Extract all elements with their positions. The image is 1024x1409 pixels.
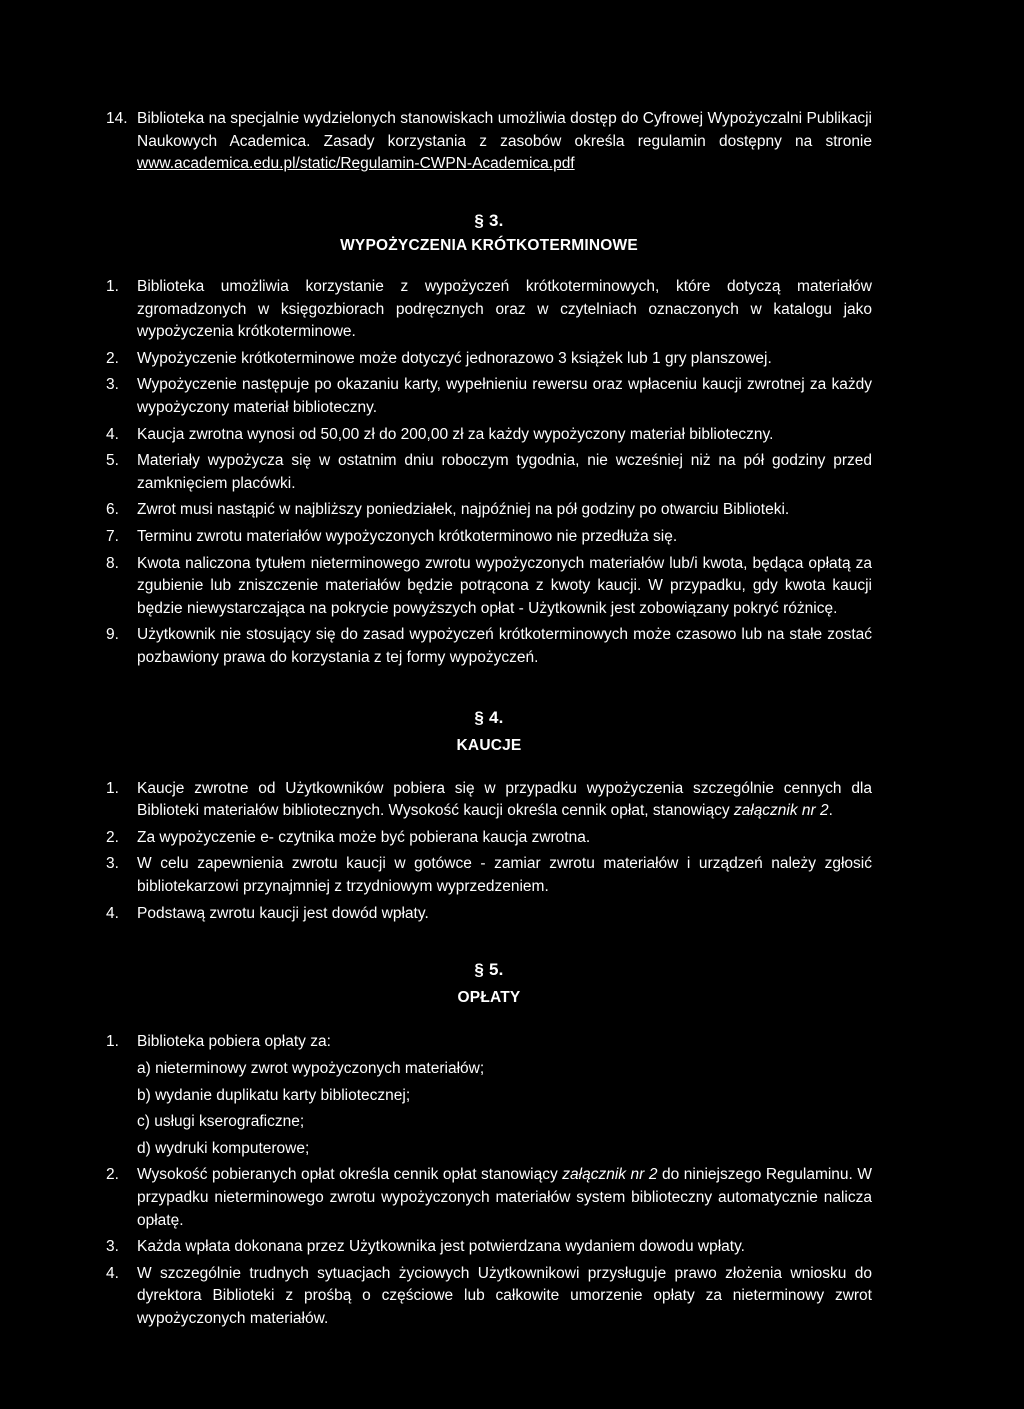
list-item <box>106 1263 872 1331</box>
item-number: 2. <box>106 349 119 367</box>
item-text: Podstawą zwrotu kaucji jest dowód wpłaty. <box>137 904 429 922</box>
section-title: OPŁATY <box>457 988 521 1006</box>
section-3-list <box>106 276 872 670</box>
item-text-body: Wysokość pobieranych opłat określa cennik opłat stanowiący <box>137 1166 563 1184</box>
attachment-reference: załącznik nr 2 <box>562 1166 658 1184</box>
section-4-list <box>106 778 872 926</box>
item-text-body: Biblioteka pobiera opłaty za: <box>137 1033 331 1051</box>
item-number: 5. <box>106 452 119 470</box>
list-item <box>106 499 872 522</box>
item-number: 2. <box>106 1166 119 1184</box>
list-item <box>106 778 872 823</box>
item-number: 3. <box>106 855 119 873</box>
section-title: KAUCJE <box>456 737 522 755</box>
attachment-reference: załącznik nr 2 <box>733 802 829 820</box>
section-mark: § 5. <box>474 960 504 980</box>
list-item <box>106 424 872 447</box>
item-text: Biblioteka umożliwia korzystanie z wypożyczeń krótkoterminowych, które dotyczą materiałów zgromadzonych w księgozbiorach podręcznych oraz w czytelniach oznaczonych w katalogu jako wypożyczenia krótkoterminowe. <box>137 277 872 341</box>
list-item <box>106 853 872 898</box>
item-number: 2. <box>106 828 119 846</box>
item-text: Wypożyczenie następuje po okazaniu karty, wypełnieniu rewersu oraz wpłaceniu kaucji zwrotnej za każdy wypożyczony materiał biblioteczny. <box>137 376 872 416</box>
list-item <box>106 276 872 344</box>
item-text: W celu zapewnienia zwrotu kaucji w gotówce - zamiar zwrotu materiałów i urządzeń należy zgłosić bibliotekarzowi przynajmniej z trzydniowym wyprzedzeniem. <box>137 855 872 896</box>
item-text <box>137 108 872 176</box>
list-item <box>106 526 872 549</box>
item-number: 14. <box>106 110 128 127</box>
list-item <box>106 374 872 419</box>
item-text <box>137 778 872 823</box>
item-text: Użytkownik nie stosujący się do zasad wypożyczeń krótkoterminowych może czasowo lub na stałe zostać pozbawiony prawa do korzystania z tej formy wypożyczeń. <box>137 626 872 666</box>
sub-item: a) nieterminowy zwrot wypożyczonych materiałów; <box>137 1060 485 1077</box>
list-item <box>106 450 872 495</box>
item-number: 4. <box>106 1264 119 1282</box>
regulations-link[interactable]: www.academica.edu.pl/static/Regulamin-CWPN-Academica.pdf <box>137 155 575 173</box>
list-item <box>106 827 872 850</box>
list-item <box>106 903 872 926</box>
item-number: 9. <box>106 626 119 644</box>
item-text: Każda wpłata dokonana przez Użytkownika jest potwierdzana wydaniem dowodu wpłaty. <box>137 1238 745 1256</box>
section-mark: § 4. <box>474 708 504 728</box>
item-text-body: Kaucje zwrotne od Użytkowników pobiera się w przypadku wypożyczenia szczególnie cennych dla Biblioteki materiałów bibliotecznych. Wysokość kaucji określa cennik opłat, stanowiący <box>137 779 872 820</box>
list-item <box>106 553 872 621</box>
list-item <box>106 1164 872 1232</box>
item-text: Kaucja zwrotna wynosi od 50,00 zł do 200,00 zł za każdy wypożyczony materiał biblioteczny. <box>137 425 774 443</box>
item-text: Za wypożyczenie e- czytnika może być pobierana kaucja zwrotna. <box>137 828 591 846</box>
item-number: 6. <box>106 501 119 519</box>
item-text: W szczególnie trudnych sytuacjach życiowych Użytkownikowi przysługuje prawo złożenia wniosku do dyrektora Biblioteki z prośbą o częściowe lub całkowite umorzenie opłaty za nieterminowy zwrot wypożyczonych materiałów. <box>137 1264 872 1327</box>
item-text-end: do niniejszego Regulaminu. W przypadku nieterminowego zwrotu wypożyczonych materiałów system biblioteczny automatycznie nalicza opłatę. <box>137 1166 873 1229</box>
item-number: 1. <box>106 277 119 295</box>
item-number: 4. <box>106 425 119 443</box>
section-title: WYPOŻYCZENIA KRÓTKOTERMINOWE <box>340 237 638 255</box>
section-3-heading <box>106 210 872 258</box>
item-number: 1. <box>106 1033 119 1051</box>
section-5-heading <box>106 959 872 1009</box>
regulations-text <box>106 108 872 1331</box>
section-mark: § 3. <box>474 210 504 230</box>
section-4-heading <box>106 707 872 757</box>
item-text-end: . <box>828 802 833 820</box>
sub-item: d) wydruki komputerowe; <box>137 1139 310 1157</box>
item-text: Terminu zwrotu materiałów wypożyczonych krótkoterminowo nie przedłuża się. <box>137 527 678 545</box>
item-text: Zwrot musi nastąpić w najbliższy poniedziałek, najpóźniej na pół godziny po otwarciu Biblioteki. <box>137 501 790 519</box>
item-text: Wypożyczenie krótkoterminowe może dotyczyć jednorazowo 3 książek lub 1 gry planszowej. <box>137 349 772 367</box>
list-item <box>106 624 872 669</box>
item-number: 1. <box>106 779 119 797</box>
item-text: Materiały wypożycza się w ostatnim dniu roboczym tygodnia, nie wcześniej niż na pół godziny przed zamknięciem placówki. <box>137 452 872 492</box>
item-number: 7. <box>106 527 119 545</box>
item-text <box>137 1164 872 1232</box>
item-number: 8. <box>106 554 119 572</box>
sub-item: b) wydanie duplikatu karty bibliotecznej; <box>137 1086 411 1104</box>
item-number: 4. <box>106 904 119 922</box>
section-5-list <box>106 1031 872 1330</box>
list-item <box>106 108 872 176</box>
sub-item: c) usługi kserograficzne; <box>137 1113 305 1131</box>
item-text-body: Biblioteka na specjalnie wydzielonych stanowiskach umożliwia dostęp do Cyfrowej Wypożyczalni Publikacji Naukowych Academica. Zasady korzystania z zasobów określa regulamin dostępny na stronie <box>137 110 872 150</box>
list-item <box>106 348 872 371</box>
item-number: 3. <box>106 1238 119 1256</box>
list-item <box>106 1031 872 1160</box>
item-number: 3. <box>106 376 119 394</box>
item-text: Kwota naliczona tytułem nieterminowego zwrotu wypożyczonych materiałów lub/i kwota, będąca opłatą za zgubienie lub zniszczenie materiałów będzie potrącona z kwoty kaucji. W przypadku, gdy kwota kaucji będzie niewystarczająca na pokrycie powyższych opłat - Użytkownik jest zobowiązany pokryć różnicę. <box>137 554 872 617</box>
list-item <box>106 1236 872 1259</box>
item-text <box>137 1031 872 1160</box>
